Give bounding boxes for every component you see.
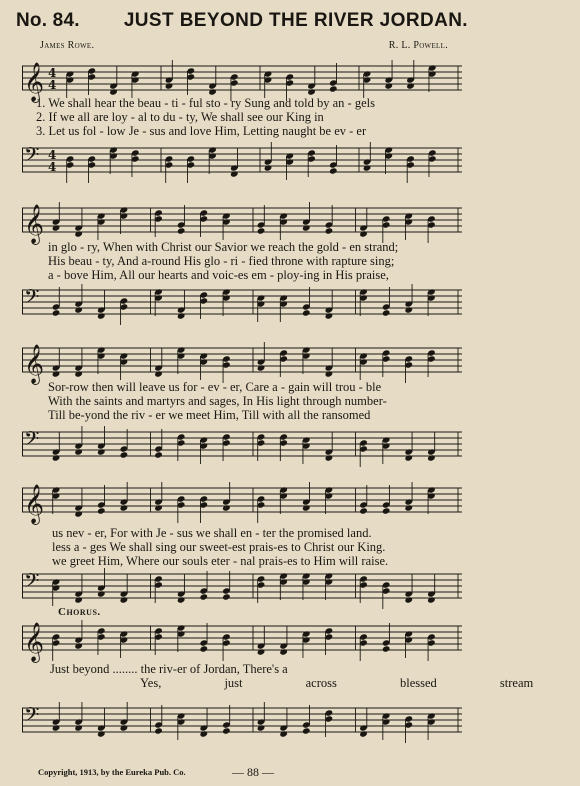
- lyric-line-3: 3. Let us fol - low Je - sus and love Him, Letting naught be ev - er: [36, 124, 367, 138]
- staff-engraving: [22, 482, 462, 525]
- bass-staff: [22, 282, 462, 328]
- bass-staff: [22, 140, 462, 186]
- svg-text:𝄢: 𝄢: [24, 143, 40, 171]
- lyric-line-1: Just beyond ........ the riv-er of Jordan, There's a: [50, 662, 288, 676]
- svg-text:4: 4: [48, 66, 57, 80]
- svg-text:𝄞: 𝄞: [24, 484, 45, 524]
- svg-text:𝄢: 𝄢: [24, 569, 40, 597]
- copyright-line: Copyright, 1913, by the Eureka Pub. Co.: [38, 767, 186, 777]
- lyric-line-1: us nev - er, For with Je - sus we shall en - ter the promised land.: [52, 526, 372, 540]
- page-number: — 88 —: [232, 765, 274, 779]
- staff-engraving: [22, 620, 462, 663]
- staff-engraving: [22, 342, 462, 385]
- lyric-line-3: a - bove Him, All our hearts and voic-es em - ploy-ing in His praise,: [48, 268, 389, 282]
- staff-engraving: [22, 426, 462, 467]
- svg-text:𝄞: 𝄞: [24, 204, 45, 244]
- chorus-label: Chorus.: [58, 606, 101, 618]
- music-system-4: [22, 474, 462, 608]
- bass-staff: [22, 424, 462, 470]
- staff-engraving: [22, 142, 462, 183]
- music-system-2: [22, 196, 462, 334]
- staff-engraving: [22, 568, 462, 609]
- svg-text:4: 4: [48, 160, 57, 174]
- music-system-3: [22, 334, 462, 474]
- staff-engraving: [22, 202, 462, 245]
- treble-staff: [22, 480, 462, 526]
- staff-engraving: [22, 284, 462, 325]
- lyric-line-1: in glo - ry, When with Christ our Savior we reach the gold - en strand;: [48, 240, 399, 254]
- hymn-number: No. 84.: [16, 10, 80, 31]
- title-row: [16, 10, 468, 36]
- lyric-line-3: we greet Him, Where our souls eter - nal prais-es to Him will raise.: [52, 554, 389, 568]
- lyric-line-2: less a - ges We shall sing our sweet-est prais-es to Christ our King.: [52, 540, 386, 554]
- treble-staff: [22, 618, 462, 664]
- lyric-line-1: Sor-row then will leave us for - ev - er, Care a - gain will trou - ble: [48, 380, 382, 394]
- svg-text:4: 4: [48, 78, 57, 92]
- composer-credit: R. L. Powell.: [388, 40, 448, 51]
- svg-text:𝄞: 𝄞: [24, 622, 45, 662]
- svg-text:𝄞: 𝄞: [24, 62, 45, 102]
- svg-text:4: 4: [48, 148, 57, 162]
- svg-text:𝄢: 𝄢: [24, 285, 40, 313]
- svg-text:𝄢: 𝄢: [24, 703, 40, 731]
- svg-text:𝄞: 𝄞: [24, 344, 45, 384]
- lyricist-credit: James Rowe.: [40, 40, 95, 51]
- lyric-line-2: His beau - ty, And a-round His glo - ri - fied throne with rapture sing;: [48, 254, 395, 268]
- hymn-title: JUST BEYOND THE RIVER JORDAN.: [123, 10, 468, 31]
- lyric-line-2: With the saints and martyrs and sages, In His light through number-: [48, 394, 387, 408]
- music-system-chorus: [22, 616, 534, 756]
- lyric-line-3: Till be-yond the riv - er we meet Him, Till with all the ransomed: [48, 408, 371, 422]
- staff-engraving: [22, 702, 462, 743]
- music-system-1: [22, 50, 462, 196]
- svg-text:𝄢: 𝄢: [24, 427, 40, 455]
- bass-staff: [22, 700, 462, 750]
- lyric-line-1: 1. We shall hear the beau - ti - ful sto - ry Sung and told by an - gels: [36, 96, 375, 110]
- lyric-line-2: 2. If we all are loy - al to du - ty, We shall see our King in: [36, 110, 324, 124]
- lyric-line-2: Yes, just across blessed stream: [140, 676, 534, 690]
